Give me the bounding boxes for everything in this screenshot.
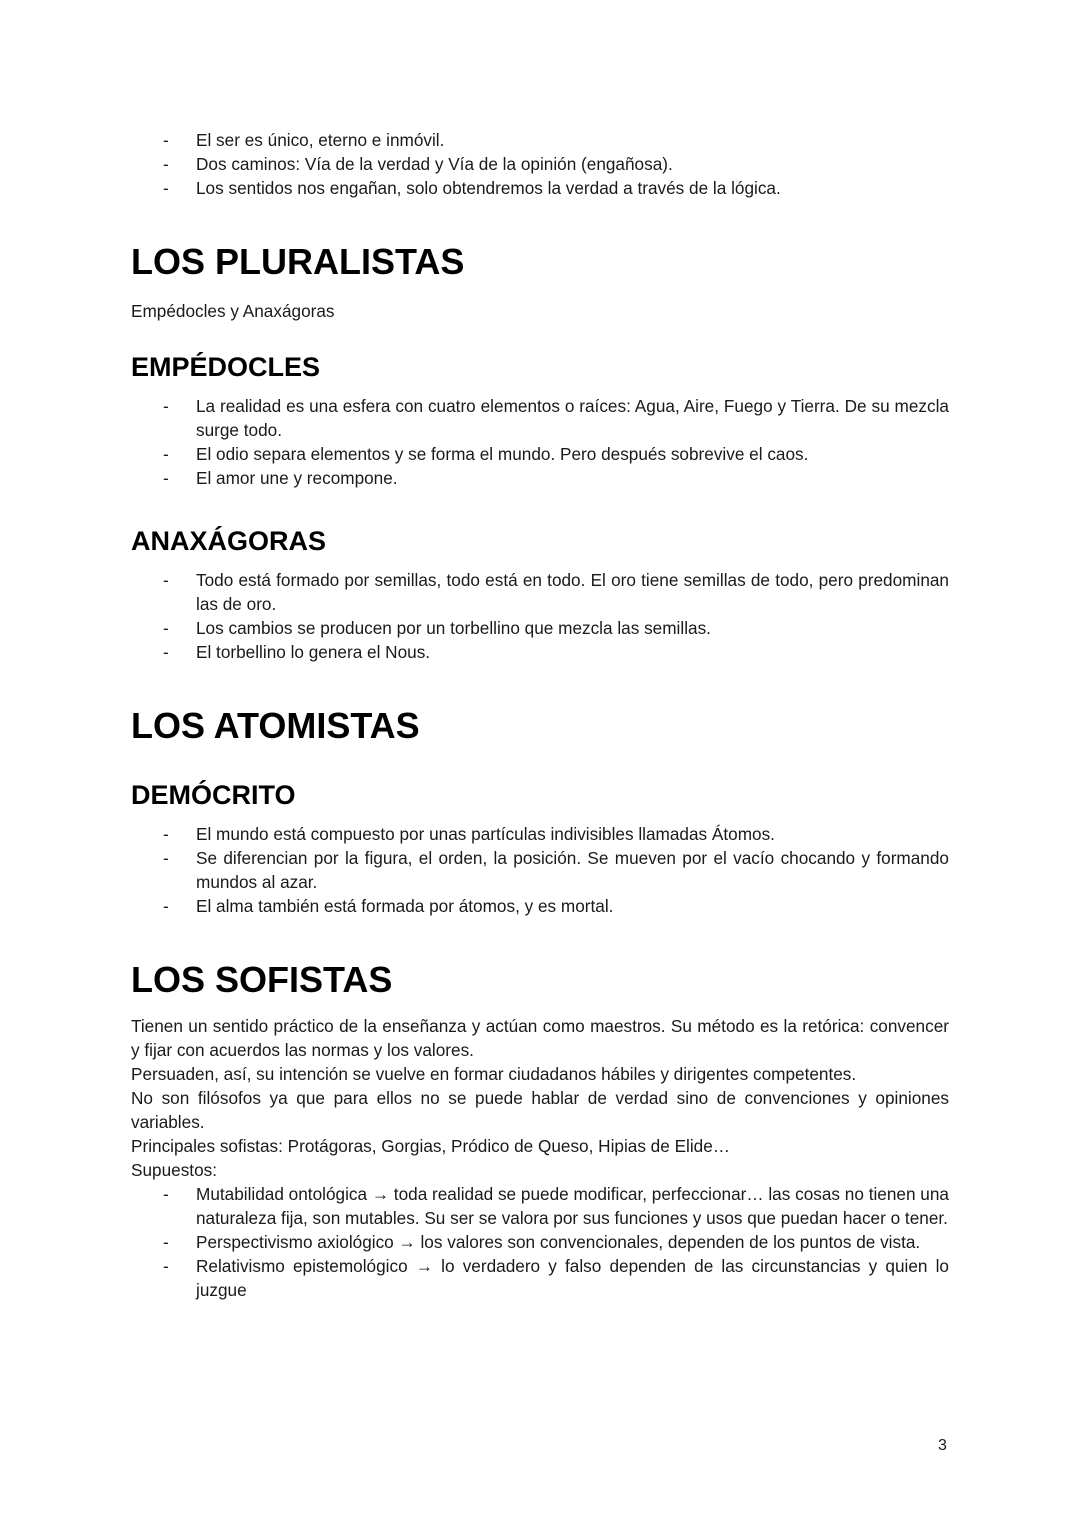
list-item: - Relativismo epistemológico → lo verdadero y falso dependen de las circunstancias y quien lo juzgue bbox=[163, 1256, 949, 1300]
dash-bullet: - bbox=[163, 824, 169, 844]
dash-bullet: - bbox=[163, 444, 169, 464]
dash-bullet: - bbox=[163, 1184, 169, 1204]
list-item: - Mutabilidad ontológica → toda realidad se puede modificar, perfeccionar… las cosas no tienen una naturaleza fija, son mutables. Su ser se valora por sus funciones y usos que puedan hacer o tener. bbox=[163, 1184, 949, 1228]
list-item: - El mundo está compuesto por unas partículas indivisibles llamadas Átomos. bbox=[163, 824, 775, 844]
list-item: - El amor une y recompone. bbox=[163, 468, 398, 488]
dash-bullet: - bbox=[163, 896, 169, 916]
dash-bullet: - bbox=[163, 848, 169, 868]
paragraph: Tienen un sentido práctico de la enseñanza y actúan como maestros. Su método es la retórica: convencer y fijar con acuerdos las normas y los valores. bbox=[131, 1016, 949, 1060]
page-number: 3 bbox=[938, 1437, 947, 1454]
document-page bbox=[131, 128, 949, 1302]
democrito-list bbox=[131, 822, 949, 918]
dash-bullet: - bbox=[163, 130, 169, 150]
list-item: - Perspectivismo axiológico → los valores son convencionales, dependen de los puntos de vista. bbox=[163, 1232, 921, 1252]
heading-atomistas: LOS ATOMISTAS bbox=[131, 705, 420, 746]
heading-empedocles: EMPÉDOCLES bbox=[131, 352, 321, 382]
list-item: - El odio separa elementos y se forma el mundo. Pero después sobrevive el caos. bbox=[163, 444, 809, 464]
paragraph: No son filósofos ya que para ellos no se puede hablar de verdad sino de convenciones y opiniones variables. bbox=[131, 1088, 949, 1132]
supuestos-list bbox=[131, 1182, 949, 1302]
list-item: - Se diferencian por la figura, el orden, la posición. Se mueven por el vacío chocando y formando mundos al azar. bbox=[163, 848, 949, 892]
list-item: - Los sentidos nos engañan, solo obtendremos la verdad a través de la lógica. bbox=[163, 178, 781, 198]
dash-bullet: - bbox=[163, 396, 169, 416]
heading-anaxagoras: ANAXÁGORAS bbox=[131, 526, 327, 556]
list-item: - Los cambios se producen por un torbellino que mezcla las semillas. bbox=[163, 618, 711, 638]
list-item: - Todo está formado por semillas, todo está en todo. El oro tiene semillas de todo, pero predominan las de oro. bbox=[163, 570, 949, 614]
dash-bullet: - bbox=[163, 178, 169, 198]
paragraph: Principales sofistas: Protágoras, Gorgias, Pródico de Queso, Hipias de Elide… bbox=[131, 1136, 730, 1156]
list-item: - La realidad es una esfera con cuatro elementos o raíces: Agua, Aire, Fuego y Tierra. De su mezcla surge todo. bbox=[163, 396, 949, 440]
dash-bullet: - bbox=[163, 1232, 169, 1252]
dash-bullet: - bbox=[163, 570, 169, 590]
sofistas-body bbox=[131, 1014, 949, 1182]
dash-bullet: - bbox=[163, 618, 169, 638]
dash-bullet: - bbox=[163, 154, 169, 174]
heading-sofistas: LOS SOFISTAS bbox=[131, 959, 393, 1000]
dash-bullet: - bbox=[163, 1256, 169, 1276]
dash-bullet: - bbox=[163, 468, 169, 488]
heading-democrito: DEMÓCRITO bbox=[131, 780, 296, 810]
list-item: - El ser es único, eterno e inmóvil. bbox=[163, 130, 445, 150]
paragraph: Persuaden, así, su intención se vuelve en formar ciudadanos hábiles y dirigentes competentes. bbox=[131, 1064, 857, 1084]
intro-list bbox=[131, 128, 949, 200]
empedocles-list bbox=[131, 394, 949, 490]
dash-bullet: - bbox=[163, 642, 169, 662]
paragraph: Supuestos: bbox=[131, 1160, 217, 1180]
list-item: - El alma también está formada por átomos, y es mortal. bbox=[163, 896, 614, 916]
list-item: - El torbellino lo genera el Nous. bbox=[163, 642, 431, 662]
list-item: - Dos caminos: Vía de la verdad y Vía de la opinión (engañosa). bbox=[163, 154, 673, 174]
pluralistas-subtitle: Empédocles y Anaxágoras bbox=[131, 301, 335, 321]
heading-pluralistas: LOS PLURALISTAS bbox=[131, 241, 465, 282]
anaxagoras-list bbox=[131, 568, 949, 664]
